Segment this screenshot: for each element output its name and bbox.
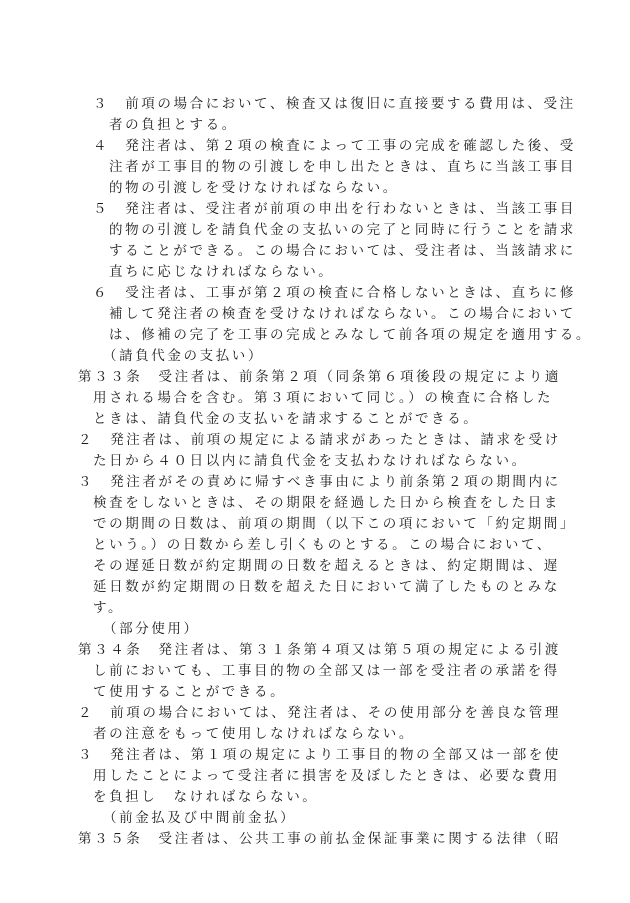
article-caption: （前金払及び中間前金払） — [103, 810, 297, 826]
text-line: す。 — [93, 600, 125, 616]
text-line: 者の注意をもって使用しなければならない。 — [93, 726, 415, 742]
text-line: ２ 前項の場合においては、発注者は、その使用部分を善良な管理 — [78, 705, 561, 721]
article-heading: 第３４条 発注者は、第３１条第４項又は第５項の規定による引渡 — [78, 642, 561, 658]
text-line: という。）の日数から差し引くものとする。この場合において、 — [93, 537, 553, 553]
text-line: ４ 発注者は、第２項の検査によって工事の完成を確認した後、受 — [93, 138, 576, 154]
text-line: ときは、請負代金の支払いを請求することができる。 — [93, 411, 480, 427]
text-line: ６ 受注者は、工事が第２項の検査に合格しないときは、直ちに修 — [93, 285, 576, 301]
text-line: 的物の引渡しを請負代金の支払いの完了と同時に行うことを請求 — [109, 222, 576, 238]
text-line: 直ちに応じなければならない。 — [109, 264, 335, 280]
text-line: 的物の引渡しを受けなければならない。 — [109, 180, 399, 196]
text-line: 用したことによって受注者に損害を及ぼしたときは、必要な費用 — [93, 768, 560, 784]
article-heading: 第３３条 受注者は、前条第２項（同条第６項後段の規定により適 — [78, 369, 561, 385]
text-line: ３ 前項の場合において、検査又は復旧に直接要する費用は、受注 — [93, 96, 576, 112]
text-line: での期間の日数は、前項の期間（以下この項において「約定期間」 — [93, 516, 576, 532]
article-caption: （部分使用） — [103, 621, 200, 637]
text-line: 検査をしないときは、その期限を経過した日から検査をした日ま — [93, 495, 560, 511]
text-line: その遅延日数が約定期間の日数を超えるときは、約定期間は、遅 — [93, 558, 560, 574]
text-line: することができる。この場合においては、受注者は、当該請求に — [109, 243, 576, 259]
text-line: 者の負担とする。 — [109, 117, 238, 133]
text-line: を負担し なければならない。 — [93, 789, 319, 805]
text-line: 注者が工事目的物の引渡しを申し出たときは、直ちに当該工事目 — [109, 159, 576, 175]
text-line: ５ 発注者は、受注者が前項の申出を行わないときは、当該工事目 — [93, 201, 576, 217]
text-line: 補して発注者の検査を受けなければならない。この場合において — [109, 306, 576, 322]
text-line: て使用することができる。 — [93, 684, 287, 700]
article-caption: （請負代金の支払い） — [103, 348, 264, 364]
text-line: は、修補の完了を工事の完成とみなして前各項の規定を適用する。 — [109, 327, 592, 343]
article-heading: 第３５条 受注者は、公共工事の前払金保証事業に関する法律（昭 — [78, 831, 561, 847]
text-line: 用される場合を含む。第３項において同じ。）の検査に合格した — [93, 390, 554, 406]
text-line: ２ 発注者は、前項の規定による請求があったときは、請求を受け — [78, 432, 561, 448]
text-line: た日から４０日以内に請負代金を支払わなければならない。 — [93, 453, 528, 469]
text-line: 延日数が約定期間の日数を超えた日において満了したものとみな — [93, 579, 560, 595]
text-line: ３ 発注者は、第１項の規定により工事目的物の全部又は一部を使 — [78, 747, 561, 763]
text-line: ３ 発注者がその責めに帰すべき事由により前条第２項の期間内に — [78, 474, 561, 490]
text-line: し前においても、工事目的物の全部又は一部を受注者の承諾を得 — [93, 663, 560, 679]
